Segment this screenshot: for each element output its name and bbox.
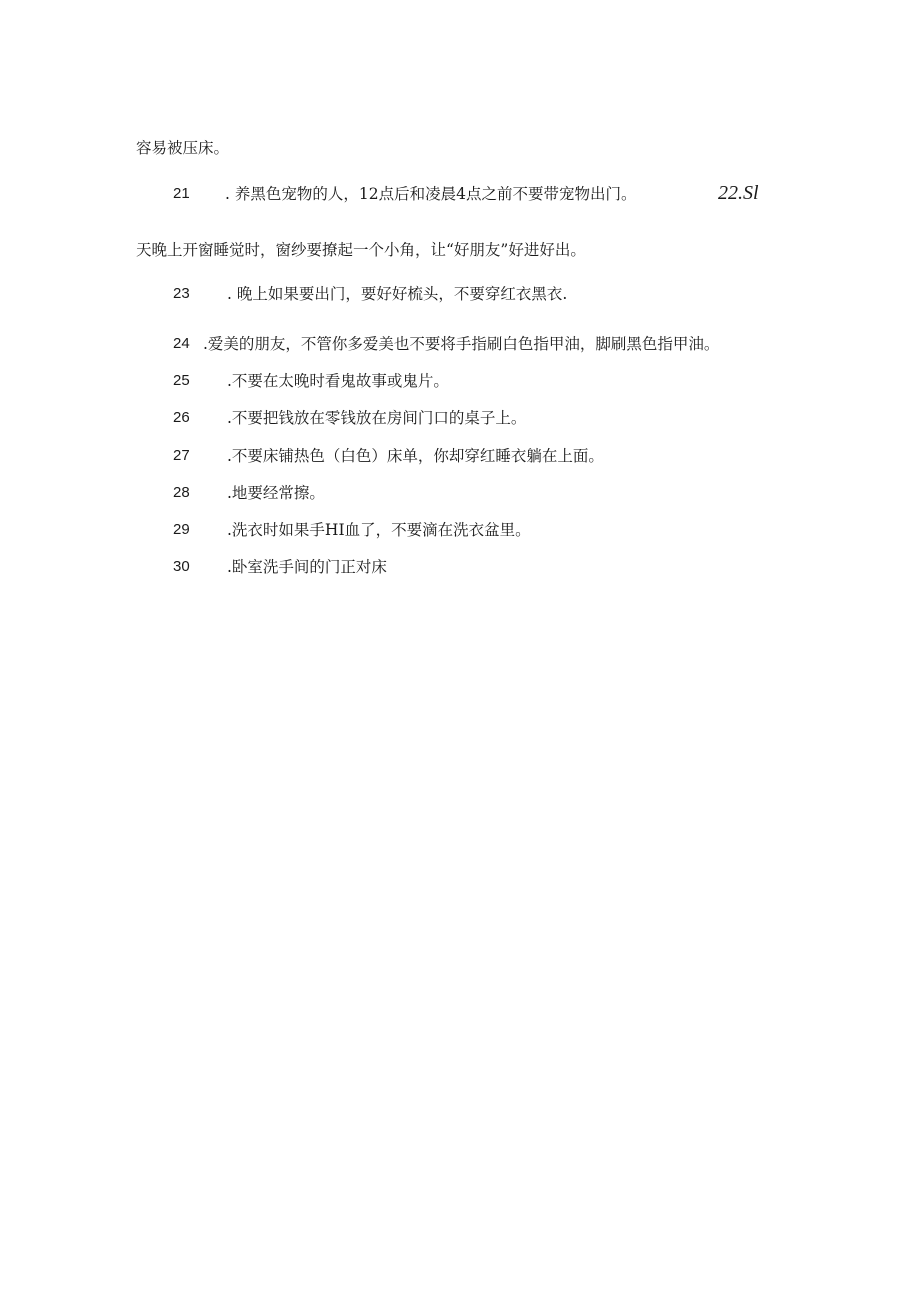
item-22-start: 22.Sl [718,182,759,204]
item-30-number: 30 [173,558,190,575]
item-28-number: 28 [173,484,190,501]
item-30-text: .卧室洗手间的门正对床 [227,558,387,576]
item-21-number: 21 [173,185,190,202]
item-25-number: 25 [173,372,190,389]
item-25-text: .不要在太晚时看鬼故事或鬼片。 [227,372,449,390]
item-26-text: .不要把钱放在零钱放在房间门口的桌子上。 [227,409,527,427]
item-21-text: . 养黑色宠物的人，12点后和凌晨4点之前不要带宠物出门。 [225,185,637,203]
item-22-continued-line: 天晚上开窗睡觉时，窗纱要撩起一个小角，让“好朋友”好进好出。 [136,241,586,259]
item-27-text: .不要床铺热色（白色）床单，你却穿红睡衣躺在上面。 [227,447,604,465]
item-23-text: . 晚上如果要出门，要好好梳头，不要穿红衣黑衣. [227,285,568,303]
item-27-number: 27 [173,447,190,464]
item-24-text: .爱美的朋友，不管你多爱美也不要将手指刷白色指甲油，脚刷黑色指甲油。 [203,335,720,353]
item-28-text: .地要经常擦。 [227,484,325,502]
item-29-text: .洗衣时如果手HI血了，不要滴在洗衣盆里。 [227,521,531,539]
item-23-number: 23 [173,285,190,302]
item-24-number: 24 [173,335,190,352]
item-26-number: 26 [173,409,190,426]
item-29-number: 29 [173,521,190,538]
continued-line-top: 容易被压床。 [136,139,230,157]
